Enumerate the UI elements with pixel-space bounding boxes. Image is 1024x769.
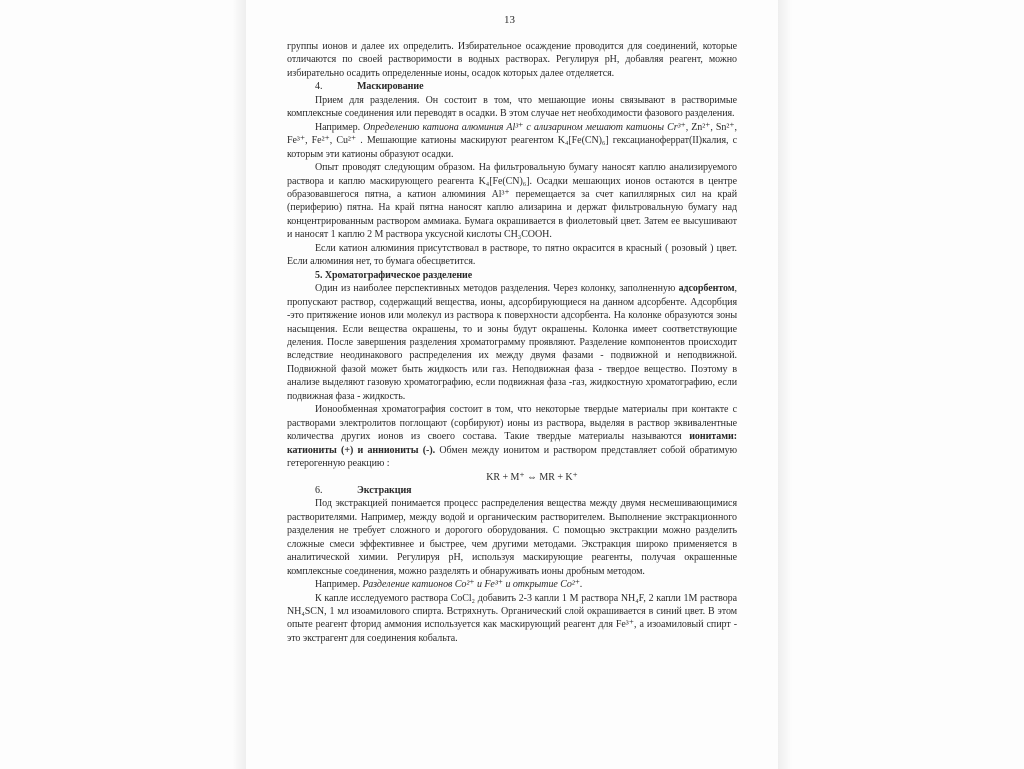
heading-number: 6. — [315, 484, 323, 496]
ion-exchange-text-b: Обмен между ионитом и раствором представляет собой обратимую гетерогенную реакцию : — [287, 444, 738, 470]
ion-exchange-equation: KR + M⁺ ⇔ MR + K⁺ — [486, 471, 578, 483]
paragraph-chromatography — [287, 282, 737, 403]
paragraph-extraction-example — [287, 578, 737, 591]
page-shadow-left — [232, 0, 246, 769]
paragraph-result: Если катион алюминия присутствовал в растворе, то пятно окрасится в красный ( розовый ) цвет. Если алюминия нет, то бумага обесцветится. — [287, 242, 737, 268]
example-cations: Zn²⁺, Sn²⁺, Fe³⁺, Fe²⁺, Cu²⁺ . Мешающие катионы маскируют реагентом K₄[Fe(CN)₆] гексацианоферрат(II)калия, с которым эти катионы образуют осадки. — [287, 121, 737, 160]
heading-title: Маскирование — [357, 81, 424, 93]
paragraph-experiment: Опыт проводят следующим образом. На фильтровальную бумагу наносят каплю анализируемого раствора и каплю маскирующего реагента K₄[Fe(CN)₆]. Осадки мешающих ионов остаются в центре образовавшегося пятна, а катион алюминия Al³⁺ перемещается за счет капиллярных сил на край (периферию) пятна. На край пятна наносят каплю ализарина и держат фильтровальную бумагу над концентрированным раствором аммиака. Бумага окрашивается в фиолетовый цвет. Затем ее высушивают и наносят 1 каплю 2 М раствора уксусной кислоты CH₃COOH. — [287, 162, 737, 241]
paragraph-cobalt-procedure: К капле исследуемого раствора CoCl₂ добавить 2-3 капли 1 М раствора NH₄F, 2 капли 1М раствора NH₄SCN, 1 мл изоамилового спирта. Встряхнуть. Органический слой окрашивается в синий цвет. В этом опыте реагент фторид аммония используется как маскирующий реагент для Fe³⁺, а изоамиловый спирт - это экстрагент для соединения кобальта. — [287, 592, 737, 644]
page-number: 13 — [504, 14, 515, 26]
heading-extraction — [287, 484, 737, 497]
paragraph-extraction: Под экстракцией понимается процесс распределения вещества между двумя несмешивающимися растворителями. Например, между водой и органическим растворителем. Выполнение экстракционного разделения не требует сложного и дорогого оборудования. С помощью экстракции можно разделить сложные смеси эффективнее и быстрее, чем другими методами. Экстракция широко применяется в аналитической химии. Регулируя pH, используя маскирующие реагенты, получая окрашенные комплексные соединения, можно разделять и обнаруживать ионы дробным методом. — [287, 498, 737, 577]
paragraph-masking-intro: Прием для разделения. Он состоит в том, что мешающие ионы связывают в растворимые комплексные соединения или переводят в осадки. В этом случае нет необходимости фазового разделения. — [287, 94, 737, 120]
paragraph-selective-precipitation: группы ионов и далее их определить. Избирательное осаждение проводится для соединений, которые отличаются по своей растворимости в водных растворах. Регулируя pH, добавляя реагент, можно избирательно осадить определенные ионы, осадок которых далее отделяется. — [287, 41, 737, 79]
heading-title: Экстракция — [357, 484, 412, 496]
heading-chromatography: 5. Хроматографическое разделение — [315, 269, 473, 281]
heading-masking — [287, 80, 737, 93]
example-italic: Определению катиона алюминия Al³⁺ с ализарином мешают катионы Cr³⁺, — [363, 121, 689, 133]
example-label: Например. — [315, 121, 361, 133]
adsorbent-term: адсорбентом — [678, 283, 735, 295]
page-shadow-right — [778, 0, 792, 769]
page-body — [287, 40, 737, 645]
example-label: Например. — [315, 579, 361, 591]
chromatography-text-b: , пропускают раствор, содержащий вещества, ионы, адсорбирующиеся на данном адсорбенте. Адсорбция -это притяжение ионов или молекул из раствора к поверхности адсорбента. На колонке образуются зоны насыщения. Если вещества окрашены, то и зоны будут окрашены. Колонка имеет соответствующие деления. После завершения разделения хроматограмму проявляют. Разделение компонентов происходит вследствие неодинакового распределения их между двумя фазами - подвижной и неподвижной. Подвижной фазой может быть жидкость или газ. Неподвижная фаза - твердое вещество. Поэтому в анализе выделяют газовую хроматографию, если подвижная фаза -газ, жидкостную хроматографию, если подвижная фаза - жидкость. — [287, 283, 737, 402]
ion-exchange-text-a: Ионообменная хроматография состоит в том, что некоторые твердые материалы при контакте с растворами электролитов поглощают (сорбируют) ионы из раствора, выделяя в раствор эквивалентные количества других ионов из своего состава. Такие твердые материалы называются — [287, 404, 737, 443]
example-italic: Разделение катионов Co²⁺ и Fe³⁺ и открытие Co²⁺. — [362, 579, 583, 591]
paragraph-ion-exchange — [287, 403, 737, 470]
paragraph-masking-example — [287, 121, 737, 161]
chromatography-text-a: Один из наиболее перспективных методов разделения. Через колонку, заполненную — [315, 283, 676, 295]
heading-number: 4. — [315, 81, 323, 93]
ionites-term: ионитами: катиониты (+) и анниониты (-). — [287, 431, 737, 456]
